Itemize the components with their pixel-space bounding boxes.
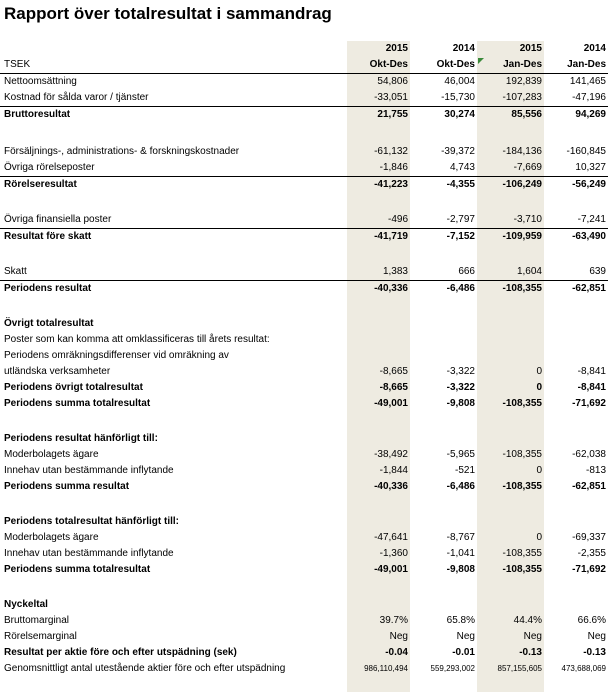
value-cell	[347, 348, 410, 364]
value-cell: -3,322	[446, 382, 475, 393]
table-row	[0, 90, 608, 107]
value-cell	[410, 332, 477, 348]
value-cell: 986,110,494	[364, 664, 408, 673]
value-cell	[477, 431, 544, 447]
period-header: Jan-Des	[503, 59, 542, 70]
table-row	[0, 264, 608, 281]
table-row	[0, 74, 608, 91]
value-cell: 1,383	[382, 266, 408, 277]
value-cell	[544, 431, 608, 447]
row-label: Resultat före skatt	[0, 229, 347, 246]
table-row	[0, 281, 608, 298]
year-header: 2015	[385, 43, 408, 54]
row-label: Periodens omräkningsdifferenser vid omräkning av	[4, 350, 229, 361]
value-cell	[477, 332, 544, 348]
value-cell: -521	[454, 465, 475, 476]
header-periods-row	[0, 57, 608, 74]
row-label: Övriga rörelseposter	[4, 162, 95, 173]
section-heading-row	[0, 514, 608, 530]
table-row	[0, 530, 608, 546]
table-row	[0, 629, 608, 645]
value-cell	[477, 316, 544, 332]
value-cell: -2,355	[577, 548, 606, 559]
value-cell: -62,038	[572, 449, 606, 460]
section-heading-row	[0, 348, 608, 364]
value-cell: 192,839	[477, 74, 544, 91]
value-cell: -108,355	[502, 449, 542, 460]
section-heading-row	[0, 597, 608, 613]
value-cell: -1,360	[379, 548, 408, 559]
spacer-row	[0, 193, 608, 212]
value-cell: -108,355	[477, 281, 544, 298]
row-label: Innehav utan bestämmande inflytande	[4, 548, 174, 559]
year-header: 2015	[519, 43, 542, 54]
row-label: Bruttomarginal	[4, 615, 70, 626]
value-cell	[544, 332, 608, 348]
value-cell: -40,336	[374, 481, 408, 492]
value-cell: -0.01	[452, 647, 475, 658]
value-cell: 0	[536, 366, 542, 377]
value-cell: -62,851	[544, 281, 608, 298]
row-label: Rörelsemarginal	[4, 631, 77, 642]
row-label: Skatt	[4, 266, 27, 277]
table-row	[0, 479, 608, 495]
table-row	[0, 380, 608, 396]
value-cell: 54,806	[347, 74, 410, 91]
value-cell: -7,152	[410, 229, 477, 246]
row-label: utländska verksamheter	[4, 366, 111, 377]
value-cell	[410, 431, 477, 447]
value-cell: -2,797	[446, 214, 475, 225]
spacer-row	[0, 297, 608, 316]
value-cell: -1,844	[379, 465, 408, 476]
value-cell: 857,155,605	[497, 664, 542, 673]
value-cell	[477, 514, 544, 530]
value-cell: 94,269	[544, 107, 608, 124]
table-row	[0, 562, 608, 578]
table-row	[0, 546, 608, 562]
value-cell: -3,710	[513, 214, 542, 225]
table-row	[0, 177, 608, 194]
value-cell: -9,808	[446, 398, 475, 409]
row-label: Resultat per aktie före och efter utspädning (sek)	[4, 647, 237, 658]
row-label: Bruttoresultat	[0, 107, 347, 124]
value-cell: -4,355	[410, 177, 477, 194]
value-cell: 4,743	[449, 162, 475, 173]
value-cell: -106,249	[477, 177, 544, 194]
value-cell: 10,327	[575, 162, 606, 173]
value-cell: -5,965	[446, 449, 475, 460]
value-cell: -71,692	[572, 564, 606, 575]
row-label: Kostnad för sålda varor / tjänster	[4, 92, 149, 103]
value-cell: -6,486	[446, 481, 475, 492]
value-cell: 0	[536, 382, 542, 393]
value-cell	[347, 332, 410, 348]
value-cell: 30,274	[410, 107, 477, 124]
value-cell: -47,641	[374, 532, 408, 543]
spacer-row	[0, 495, 608, 514]
value-cell	[347, 431, 410, 447]
value-cell: 473,688,069	[561, 664, 606, 673]
value-cell: Neg	[523, 631, 542, 642]
value-cell	[410, 597, 477, 613]
row-label: Poster som kan komma att omklassificeras till årets resultat:	[4, 334, 270, 345]
value-cell: 46,004	[410, 74, 477, 91]
value-cell: -496	[387, 214, 408, 225]
table-row	[0, 447, 608, 463]
row-label: Nettoomsättning	[0, 74, 347, 91]
value-cell: 141,465	[544, 74, 608, 91]
table-row	[0, 229, 608, 246]
table-row	[0, 396, 608, 412]
value-cell: -813	[585, 465, 606, 476]
value-cell	[410, 316, 477, 332]
value-cell: -1,041	[446, 548, 475, 559]
value-cell: -107,283	[502, 92, 542, 103]
value-cell: 66.6%	[577, 615, 606, 626]
row-label: Nyckeltal	[4, 599, 48, 610]
value-cell: -40,336	[347, 281, 410, 298]
value-cell: -0.04	[385, 647, 408, 658]
row-label: Periodens summa resultat	[4, 481, 130, 492]
value-cell: -0.13	[519, 647, 542, 658]
table-row	[0, 613, 608, 629]
value-cell: -108,355	[502, 564, 542, 575]
value-cell: 559,293,002	[430, 664, 475, 673]
value-cell: -41,719	[347, 229, 410, 246]
value-cell	[477, 597, 544, 613]
row-label: Försäljnings-, administrations- & forskningskostnader	[4, 146, 240, 157]
value-cell: -49,001	[374, 398, 408, 409]
row-label: Periodens övrigt totalresultat	[4, 382, 143, 393]
value-cell: -8,841	[577, 382, 606, 393]
value-cell: -8,841	[577, 366, 606, 377]
value-cell: -0.13	[583, 647, 606, 658]
value-cell: -41,223	[347, 177, 410, 194]
value-cell: -108,355	[502, 548, 542, 559]
value-cell: 65.8%	[446, 615, 475, 626]
value-cell: 0	[536, 465, 542, 476]
value-cell: 0	[536, 532, 542, 543]
value-cell	[544, 597, 608, 613]
value-cell: Neg	[456, 631, 475, 642]
section-heading-row	[0, 316, 608, 332]
table-row	[0, 212, 608, 229]
table-row	[0, 661, 608, 677]
table-row	[0, 144, 608, 160]
row-label: Periodens summa totalresultat	[4, 398, 151, 409]
row-label: Innehav utan bestämmande inflytande	[4, 465, 174, 476]
comment-marker-icon	[478, 58, 484, 64]
value-cell: -184,136	[502, 146, 542, 157]
value-cell: -9,808	[446, 564, 475, 575]
value-cell: -7,241	[577, 214, 606, 225]
value-cell: -71,692	[572, 398, 606, 409]
value-cell	[410, 348, 477, 364]
table-row	[0, 107, 608, 124]
value-cell: -56,249	[544, 177, 608, 194]
spacer-row	[0, 412, 608, 431]
value-cell: -38,492	[374, 449, 408, 460]
value-cell: 39.7%	[379, 615, 408, 626]
value-cell: -15,730	[441, 92, 475, 103]
value-cell: Neg	[389, 631, 408, 642]
value-cell: 639	[589, 266, 606, 277]
value-cell: Neg	[587, 631, 606, 642]
year-header: 2014	[583, 43, 606, 54]
value-cell: -62,851	[572, 481, 606, 492]
row-label: Periodens resultat	[0, 281, 347, 298]
row-label: Genomsnittligt antal utestående aktier före och efter utspädning	[4, 663, 286, 674]
table-row	[0, 364, 608, 380]
value-cell: -8,767	[446, 532, 475, 543]
value-cell: 44.4%	[513, 615, 542, 626]
value-cell: 666	[458, 266, 475, 277]
value-cell: -8,665	[379, 382, 408, 393]
value-cell	[544, 316, 608, 332]
value-cell: -69,337	[572, 532, 606, 543]
row-label: Övrigt totalresultat	[4, 318, 94, 329]
value-cell: -61,132	[374, 146, 408, 157]
header-years-row	[0, 41, 608, 57]
row-label: Periodens summa totalresultat	[4, 564, 151, 575]
table-row	[0, 160, 608, 177]
period-header: Jan-Des	[567, 59, 606, 70]
value-cell: -49,001	[374, 564, 408, 575]
value-cell: -109,959	[477, 229, 544, 246]
row-label: Övriga finansiella poster	[4, 214, 112, 225]
value-cell	[347, 316, 410, 332]
value-cell	[347, 597, 410, 613]
value-cell: -8,665	[379, 366, 408, 377]
value-cell: -47,196	[572, 92, 606, 103]
unit-label: TSEK	[4, 59, 31, 70]
value-cell: -7,669	[513, 162, 542, 173]
value-cell: -39,372	[441, 146, 475, 157]
income-statement-table	[0, 41, 608, 677]
value-cell: 85,556	[477, 107, 544, 124]
period-header: Okt-Des	[369, 59, 408, 70]
row-label: Moderbolagets ägare	[4, 532, 99, 543]
row-label: Moderbolagets ägare	[4, 449, 99, 460]
spacer-row	[0, 123, 608, 144]
value-cell	[347, 514, 410, 530]
section-heading-row	[0, 332, 608, 348]
spacer-row	[0, 578, 608, 597]
value-cell: -108,355	[502, 481, 542, 492]
value-cell: -3,322	[446, 366, 475, 377]
value-cell	[477, 348, 544, 364]
section-heading-row	[0, 431, 608, 447]
value-cell	[544, 348, 608, 364]
value-cell: 21,755	[347, 107, 410, 124]
period-header: Okt-Des	[436, 59, 475, 70]
year-header: 2014	[452, 43, 475, 54]
value-cell: -108,355	[502, 398, 542, 409]
value-cell: 1,604	[516, 266, 542, 277]
value-cell	[544, 514, 608, 530]
value-cell	[410, 514, 477, 530]
value-cell: -160,845	[566, 146, 606, 157]
row-label: Periodens totalresultat hänförligt till:	[4, 516, 180, 527]
report-title: Rapport över totalresultat i sammandrag	[4, 4, 332, 23]
table-row	[0, 645, 608, 661]
value-cell: -6,486	[410, 281, 477, 298]
row-label: Rörelseresultat	[0, 177, 347, 194]
value-cell: -33,051	[374, 92, 408, 103]
spacer-row	[0, 245, 608, 264]
value-cell: -63,490	[544, 229, 608, 246]
table-row	[0, 463, 608, 479]
row-label: Periodens resultat hänförligt till:	[4, 433, 158, 444]
value-cell: -1,846	[379, 162, 408, 173]
